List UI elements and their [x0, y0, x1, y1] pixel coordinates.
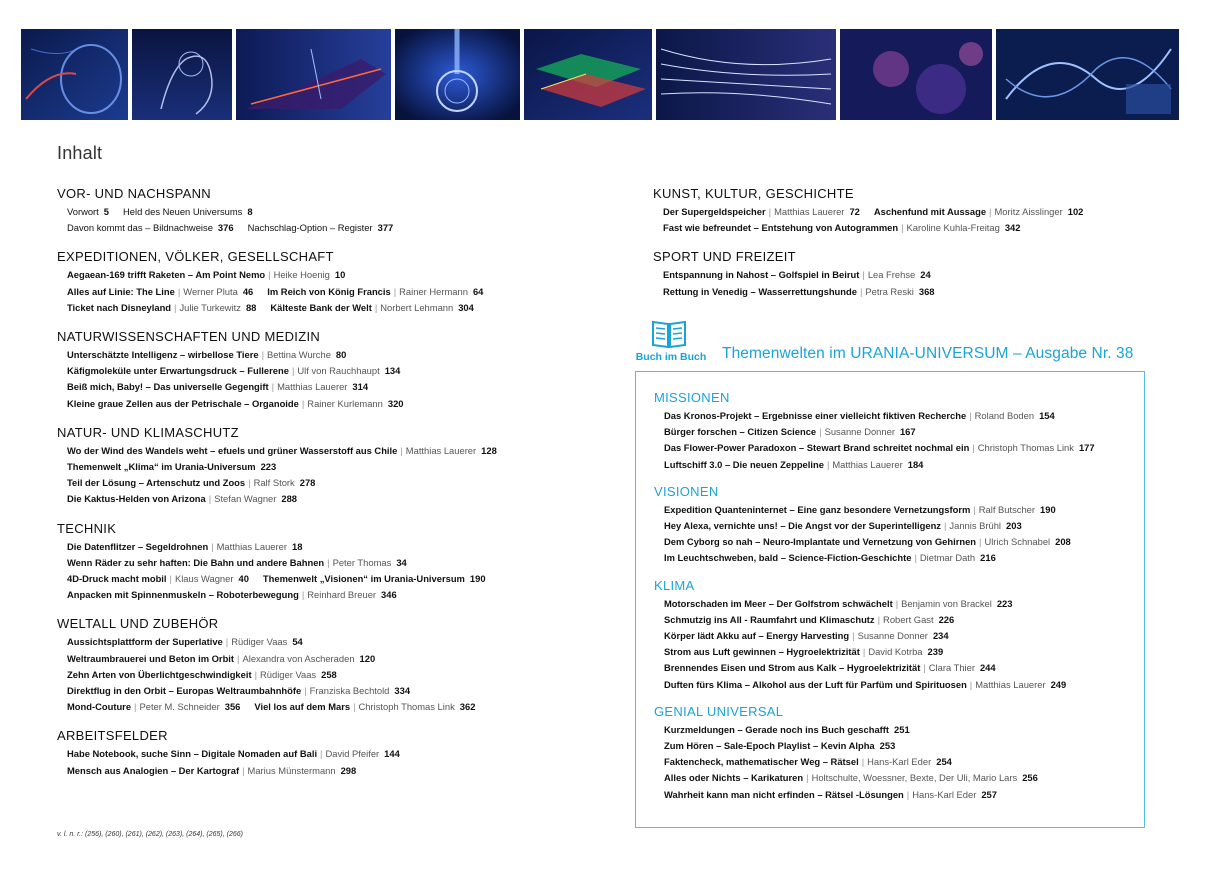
article-author: Lea Frehse — [867, 269, 916, 281]
article-author: David Kotrba — [868, 646, 923, 658]
toc-entry — [57, 651, 577, 667]
entry-separator: | — [979, 536, 982, 548]
page-number: 362 — [459, 701, 476, 713]
toc-entry — [57, 587, 577, 603]
entry-separator: | — [211, 540, 214, 552]
open-book-icon — [651, 318, 687, 348]
page-number: 80 — [335, 349, 347, 361]
article-author: Rüdiger Vaas — [260, 668, 317, 680]
toc-entry — [653, 284, 1153, 300]
toc-section — [57, 329, 577, 412]
article-title: Kurzmeldungen – Gerade noch ins Buch geschafft — [664, 723, 890, 735]
page-number: 368 — [918, 285, 935, 297]
toc-entry — [654, 754, 1144, 770]
article-title: Davon kommt das – Bildnachweise — [67, 222, 213, 234]
page-number: 258 — [321, 668, 337, 680]
entry-separator: | — [400, 444, 403, 456]
page-number: 298 — [340, 764, 357, 776]
entry-separator: | — [177, 285, 181, 297]
entry-separator: | — [271, 381, 275, 393]
entry-separator: | — [304, 685, 307, 697]
page-number: 244 — [979, 662, 996, 674]
toc-entry — [654, 660, 1144, 676]
article-author: Peter M. Schneider — [139, 701, 220, 713]
toc-section — [654, 578, 1144, 693]
book-in-book-header — [634, 318, 1154, 368]
toc-entry — [654, 677, 1144, 693]
toc-entry — [654, 738, 1144, 754]
entry-separator: | — [877, 613, 881, 625]
page-number: 167 — [899, 426, 916, 438]
article-title: Fast wie befreundet – Entstehung von Autogrammen — [663, 222, 899, 234]
article-title: Schmutzig ins All - Raumfahrt und Klimaschutz — [664, 613, 875, 625]
toc-entry — [653, 267, 1153, 283]
article-author: Dietmar Dath — [919, 552, 976, 564]
article-title: Beiß mich, Baby! – Das universelle Gegengift — [67, 381, 269, 393]
image-7 — [840, 29, 992, 120]
article-author: Reinhard Breuer — [307, 589, 377, 601]
article-title: Faktencheck, mathematischer Weg – Rätsel — [664, 756, 859, 768]
article-title: Unterschätzte Intelligenz – wirbellose Tiere — [67, 349, 259, 361]
entry-separator: | — [914, 552, 917, 564]
page-number: 342 — [1004, 222, 1021, 234]
article-author: Rainer Kurlemann — [307, 397, 383, 409]
entry-separator: | — [208, 493, 212, 505]
header-image-strip — [21, 29, 1179, 120]
section-title: VISIONEN — [654, 483, 719, 499]
entry-separator: | — [327, 556, 330, 568]
image-4 — [395, 29, 520, 120]
toc-entry — [57, 475, 577, 491]
section-title: VOR- UND NACHSPANN — [57, 186, 211, 201]
article-author: Hans-Karl Eder — [912, 788, 977, 800]
toc-entry — [654, 612, 1144, 628]
article-author: Werner Pluta — [183, 285, 238, 297]
article-author: Ralf Butscher — [978, 503, 1036, 515]
article-title: Themenwelt „Klima“ im Urania-Universum — [67, 461, 256, 473]
article-title: Held des Neuen Universums — [123, 206, 243, 217]
toc-entry — [654, 628, 1144, 644]
article-author: Marius Münstermann — [247, 764, 336, 776]
toc-entry — [654, 596, 1144, 612]
article-author: Holtschulte, Woessner, Bexte, Der Uli, Mario Lars — [811, 772, 1018, 784]
page-number: 184 — [907, 458, 924, 470]
article-author: Franziska Bechtold — [309, 685, 390, 697]
section-title: WELTALL UND ZUBEHÖR — [57, 616, 219, 632]
image-2 — [132, 29, 232, 120]
article-author: Susanne Donner — [857, 630, 928, 642]
section-title: KUNST, KULTUR, GESCHICHTE — [653, 186, 854, 201]
page-number: 288 — [281, 493, 298, 505]
page-title: Inhalt — [57, 143, 103, 163]
entry-separator: | — [819, 426, 822, 438]
section-title: SPORT UND FREIZEIT — [653, 249, 796, 265]
article-title: Motorschaden im Meer – Der Golfstrom schwächelt — [664, 597, 893, 609]
page-number: 234 — [932, 630, 949, 642]
toc-section — [57, 249, 577, 316]
entry-separator: | — [225, 636, 229, 648]
article-title: Aussichtsplattform der Superlative — [67, 636, 223, 648]
page-number: 320 — [387, 397, 404, 409]
entry-separator: | — [237, 652, 240, 664]
entry-separator: | — [374, 301, 378, 313]
entry-separator: | — [923, 662, 926, 674]
entry-separator: | — [862, 269, 865, 281]
page-number: 190 — [1040, 503, 1056, 515]
image-1 — [21, 29, 128, 120]
toc-left-column — [57, 186, 577, 792]
article-title: Das Flower-Power Paradoxon – Stewart Brand schreitet nochmal ein — [664, 442, 970, 454]
toc-entry — [654, 502, 1144, 518]
page-number: 376 — [217, 222, 234, 234]
entry-separator: | — [972, 442, 975, 454]
page-number: 251 — [894, 723, 910, 735]
article-author: Benjamin von Brackel — [901, 597, 992, 609]
article-title: Das Kronos-Projekt – Ergebnisse einer vielleicht fiktiven Recherche — [664, 410, 967, 421]
toc-entry — [57, 491, 577, 507]
article-author: Ulrich Schnabel — [984, 536, 1051, 548]
article-title: Die Kaktus-Helden von Arizona — [67, 493, 206, 505]
page-number: 377 — [377, 222, 394, 234]
toc-section — [57, 521, 577, 604]
article-title: Im Reich von König Francis — [267, 285, 391, 297]
toc-section — [57, 616, 577, 715]
article-author: Matthias Lauerer — [774, 206, 845, 217]
entry-separator: | — [943, 520, 947, 532]
article-title: Bürger forschen – Citizen Science — [664, 426, 817, 438]
article-title: Rettung in Venedig – Wasserrettungshunde — [663, 285, 857, 297]
article-title: Hey Alexa, vernichte uns! – Die Angst vor der Superintelligenz — [664, 520, 941, 532]
page-number: 8 — [247, 206, 253, 217]
toc-section — [57, 425, 577, 508]
article-title: Aschenfund mit Aussage — [873, 206, 987, 217]
toc-entry — [57, 683, 577, 699]
article-author: Stefan Wagner — [214, 493, 277, 505]
article-title: Anpacken mit Spinnenmuskeln – Roboterbewegung — [67, 589, 299, 601]
page-number: 208 — [1055, 536, 1071, 548]
article-author: Matthias Lauerer — [832, 458, 903, 470]
article-title: Dem Cyborg so nah – Neuro-Implantate und Vernetzung von Gehirnen — [664, 536, 977, 548]
toc-section — [653, 186, 1153, 236]
article-author: Karoline Kuhla-Freitag — [906, 222, 1000, 234]
toc-entry — [654, 550, 1144, 566]
toc-section — [57, 728, 577, 778]
entry-separator: | — [969, 410, 972, 421]
page-number: 18 — [291, 540, 303, 552]
page-number: 120 — [359, 652, 376, 664]
article-title: Strom aus Luft gewinnen – Hygroelektrizität — [664, 646, 860, 658]
entry-separator: | — [906, 788, 910, 800]
page-number: 190 — [469, 573, 486, 585]
article-title: Mond-Couture — [67, 701, 132, 713]
article-title: Luftschiff 3.0 – Die neuen Zeppeline — [664, 458, 824, 470]
toc-section — [653, 249, 1153, 299]
page-number: 256 — [1022, 772, 1038, 784]
page-number: 34 — [396, 556, 407, 568]
image-5 — [524, 29, 652, 120]
article-title: Nachschlag-Option – Register — [247, 222, 373, 234]
page-number: 304 — [458, 301, 474, 313]
article-author: Peter Thomas — [332, 556, 392, 568]
image-strip-graphic — [21, 29, 1179, 120]
article-title: Wenn Räder zu sehr haften: Die Bahn und andere Bahnen — [67, 556, 325, 568]
toc-entry — [57, 220, 577, 236]
article-author: Jannis Brühl — [949, 520, 1002, 532]
article-author: Matthias Lauerer — [216, 540, 287, 552]
page-number: 254 — [936, 756, 952, 768]
book-in-book-box — [635, 371, 1145, 828]
page-number: 128 — [481, 444, 497, 456]
article-author: Bettina Wurche — [267, 349, 331, 361]
article-title: Themenwelt „Visionen“ im Urania-Universum — [262, 573, 465, 585]
page-number: 253 — [879, 740, 896, 752]
entry-separator: | — [301, 397, 305, 409]
page-number: 278 — [299, 477, 316, 489]
toc-entry — [57, 763, 577, 779]
article-title: Viel los auf dem Mars — [254, 701, 351, 713]
article-title: Alles oder Nichts – Karikaturen — [664, 772, 804, 784]
article-author: Moritz Aisslinger — [994, 206, 1063, 217]
page-number: 88 — [245, 301, 257, 313]
entry-separator: | — [291, 365, 295, 377]
page-number: 134 — [384, 365, 401, 377]
entry-separator: | — [169, 573, 172, 585]
toc-section — [654, 704, 1144, 803]
page-number: 314 — [352, 381, 369, 393]
entry-separator: | — [989, 206, 992, 217]
article-title: Kleine graue Zellen aus der Petrischale – Organoide — [67, 397, 299, 409]
article-author: Christoph Thomas Link — [358, 701, 455, 713]
page-number: 203 — [1006, 520, 1022, 532]
entry-separator: | — [353, 701, 356, 713]
section-title: GENIAL UNIVERSAL — [654, 703, 784, 719]
toc-entry — [57, 443, 577, 459]
image-8 — [996, 29, 1179, 120]
toc-entry — [654, 457, 1144, 473]
article-title: 4D-Druck macht mobil — [67, 573, 167, 585]
entry-separator: | — [268, 269, 271, 281]
entry-separator: | — [261, 349, 264, 361]
toc-entry — [57, 204, 577, 220]
article-author: Ralf Stork — [253, 477, 295, 489]
article-title: Ticket nach Disneyland — [67, 301, 172, 313]
toc-entry — [57, 699, 577, 715]
image-6 — [656, 29, 836, 120]
page-number: 154 — [1039, 410, 1055, 421]
page-number: 257 — [981, 788, 997, 800]
page-number: 64 — [472, 285, 484, 297]
entry-separator: | — [862, 646, 866, 658]
entry-separator: | — [806, 772, 809, 784]
toc-entry — [57, 571, 577, 587]
entry-separator: | — [320, 748, 323, 760]
article-author: Heike Hoenig — [273, 269, 330, 281]
article-author: Julie Turkewitz — [179, 301, 241, 313]
image-3 — [236, 29, 391, 120]
article-title: Alles auf Linie: The Line — [67, 285, 175, 297]
toc-entry — [57, 555, 577, 571]
article-title: Käfigmoleküle unter Erwartungsdruck – Fullerene — [67, 365, 289, 377]
toc-right-column — [653, 186, 1153, 313]
article-title: Expedition Quanteninternet – Eine ganz besondere Vernetzungsform — [664, 503, 971, 515]
book-in-book-label: Buch im Buch — [635, 351, 707, 363]
section-title: NATUR- UND KLIMASCHUTZ — [57, 424, 239, 440]
article-author: David Pfeifer — [325, 748, 380, 760]
toc-entry — [57, 396, 577, 412]
page-number: 356 — [224, 701, 241, 713]
toc-entry — [654, 644, 1144, 660]
page-number: 226 — [938, 613, 955, 625]
article-title: Teil der Lösung – Artenschutz und Zoos — [67, 477, 246, 489]
page-number: 144 — [384, 748, 400, 760]
section-title: TECHNIK — [57, 520, 117, 536]
article-title: Wahrheit kann man nicht erfinden – Rätsel -Lösungen — [664, 788, 904, 800]
toc-section — [654, 390, 1144, 473]
article-author: Hans-Karl Eder — [867, 756, 932, 768]
article-title: Körper lädt Akku auf – Energy Harvesting — [664, 630, 850, 642]
entry-separator: | — [174, 301, 177, 313]
entry-separator: | — [248, 477, 251, 489]
page-number: 249 — [1050, 678, 1067, 690]
article-author: Christoph Thomas Link — [977, 442, 1074, 454]
page-number: 54 — [292, 636, 303, 648]
page-number: 72 — [849, 206, 860, 217]
entry-separator: | — [134, 701, 137, 713]
toc-entry — [57, 667, 577, 683]
article-author: Alexandra von Ascheraden — [242, 652, 355, 664]
toc-entry — [654, 534, 1144, 550]
article-title: Vorwort — [67, 206, 99, 217]
toc-section — [654, 484, 1144, 567]
section-title: KLIMA — [654, 577, 695, 593]
article-author: Robert Gast — [883, 613, 934, 625]
entry-separator: | — [852, 630, 855, 642]
article-author: Matthias Lauerer — [975, 678, 1046, 690]
article-author: Matthias Lauerer — [277, 381, 348, 393]
page-number: 223 — [260, 461, 277, 473]
article-author: Roland Boden — [974, 410, 1035, 421]
entry-separator: | — [861, 756, 865, 768]
article-title: Die Datenflitzer – Segeldrohnen — [67, 540, 209, 552]
article-author: Clara Thier — [928, 662, 975, 674]
entry-separator: | — [242, 764, 245, 776]
article-title: Zehn Arten von Überlichtgeschwindigkeit — [67, 668, 252, 680]
page-number: 102 — [1067, 206, 1084, 217]
page-number: 177 — [1078, 442, 1095, 454]
article-title: Entspannung in Nahost – Golfspiel in Beirut — [663, 269, 860, 281]
image-credits-caption: v. l. n. r.: (256), (260), (261), (262), (263), (264), (265), (266) — [57, 831, 243, 838]
article-title: Wo der Wind des Wandels weht – efuels und grüner Wasserstoff aus Chile — [67, 444, 398, 456]
article-author: Norbert Lehmann — [380, 301, 454, 313]
toc-entry — [57, 300, 577, 316]
entry-separator: | — [901, 222, 904, 234]
section-title: NATURWISSENSCHAFTEN UND MEDIZIN — [57, 329, 321, 345]
toc-entry — [57, 746, 577, 762]
entry-separator: | — [895, 597, 899, 609]
toc-entry — [654, 518, 1144, 534]
article-title: Weltraumbrauerei und Beton im Orbit — [67, 652, 235, 664]
entry-separator: | — [973, 503, 976, 515]
toc-entry — [654, 787, 1144, 803]
article-author: Petra Reski — [865, 285, 914, 297]
page-number: 334 — [394, 685, 411, 697]
toc-entry — [57, 379, 577, 395]
article-title: Der Supergeldspeicher — [663, 206, 766, 217]
page-number: 24 — [920, 269, 931, 281]
entry-separator: | — [768, 206, 772, 217]
article-title: Im Leuchtschweben, bald – Science-Fiction-Geschichte — [664, 552, 912, 564]
toc-entry — [57, 539, 577, 555]
article-author: Klaus Wagner — [174, 573, 234, 585]
entry-separator: | — [301, 589, 305, 601]
entry-separator: | — [826, 458, 830, 470]
toc-entry — [57, 267, 577, 283]
article-title: Direktflug in den Orbit – Europas Weltraumbahnhöfe — [67, 685, 302, 697]
toc-entry — [57, 347, 577, 363]
toc-entry — [654, 770, 1144, 786]
page-number: 223 — [996, 597, 1013, 609]
article-title: Duften fürs Klima – Alkohol aus der Luft für Parfüm und Spirituosen — [664, 678, 967, 690]
entry-separator: | — [254, 668, 258, 680]
toc-entry — [654, 440, 1144, 456]
toc-entry — [57, 634, 577, 650]
entry-separator: | — [969, 678, 973, 690]
entry-separator: | — [393, 285, 397, 297]
article-author: Matthias Lauerer — [405, 444, 477, 456]
page-number: 346 — [381, 589, 397, 601]
page-number: 239 — [927, 646, 944, 658]
page-number: 10 — [334, 269, 346, 281]
toc-entry — [654, 408, 1144, 424]
article-author: Ulf von Rauchhaupt — [297, 365, 380, 377]
toc-entry — [57, 459, 577, 475]
section-title: EXPEDITIONEN, VÖLKER, GESELLSCHAFT — [57, 249, 334, 265]
article-author: Susanne Donner — [824, 426, 895, 438]
toc-entry — [654, 424, 1144, 440]
article-author: Rüdiger Vaas — [231, 636, 288, 648]
entry-separator: | — [859, 285, 863, 297]
toc-entry — [57, 284, 577, 300]
article-title: Kälteste Bank der Welt — [270, 301, 372, 313]
toc-entry — [653, 204, 1153, 220]
toc-entry — [653, 220, 1153, 236]
page-number: 216 — [980, 552, 996, 564]
page-number: 5 — [103, 206, 110, 217]
article-title: Aegaean-169 trifft Raketen – Am Point Nemo — [67, 269, 266, 281]
toc-entry — [654, 722, 1144, 738]
section-title: ARBEITSFELDER — [57, 728, 168, 744]
article-title: Habe Notebook, suche Sinn – Digitale Nomaden auf Bali — [67, 748, 318, 760]
section-title: MISSIONEN — [654, 390, 730, 405]
page-number: 46 — [242, 285, 254, 297]
book-in-book-title: Themenwelten im URANIA-UNIVERSUM – Ausgabe Nr. 38 — [722, 345, 1134, 362]
toc-section — [57, 186, 577, 236]
page-number: 40 — [238, 573, 249, 585]
article-title: Brennendes Eisen und Strom aus Kalk – Hygroelektrizität — [664, 662, 921, 674]
article-author: Rainer Hermann — [399, 285, 468, 297]
article-title: Zum Hören – Sale-Epoch Playlist – Kevin Alpha — [664, 740, 875, 752]
toc-entry — [57, 363, 577, 379]
article-title: Mensch aus Analogien – Der Kartograf — [67, 764, 240, 776]
